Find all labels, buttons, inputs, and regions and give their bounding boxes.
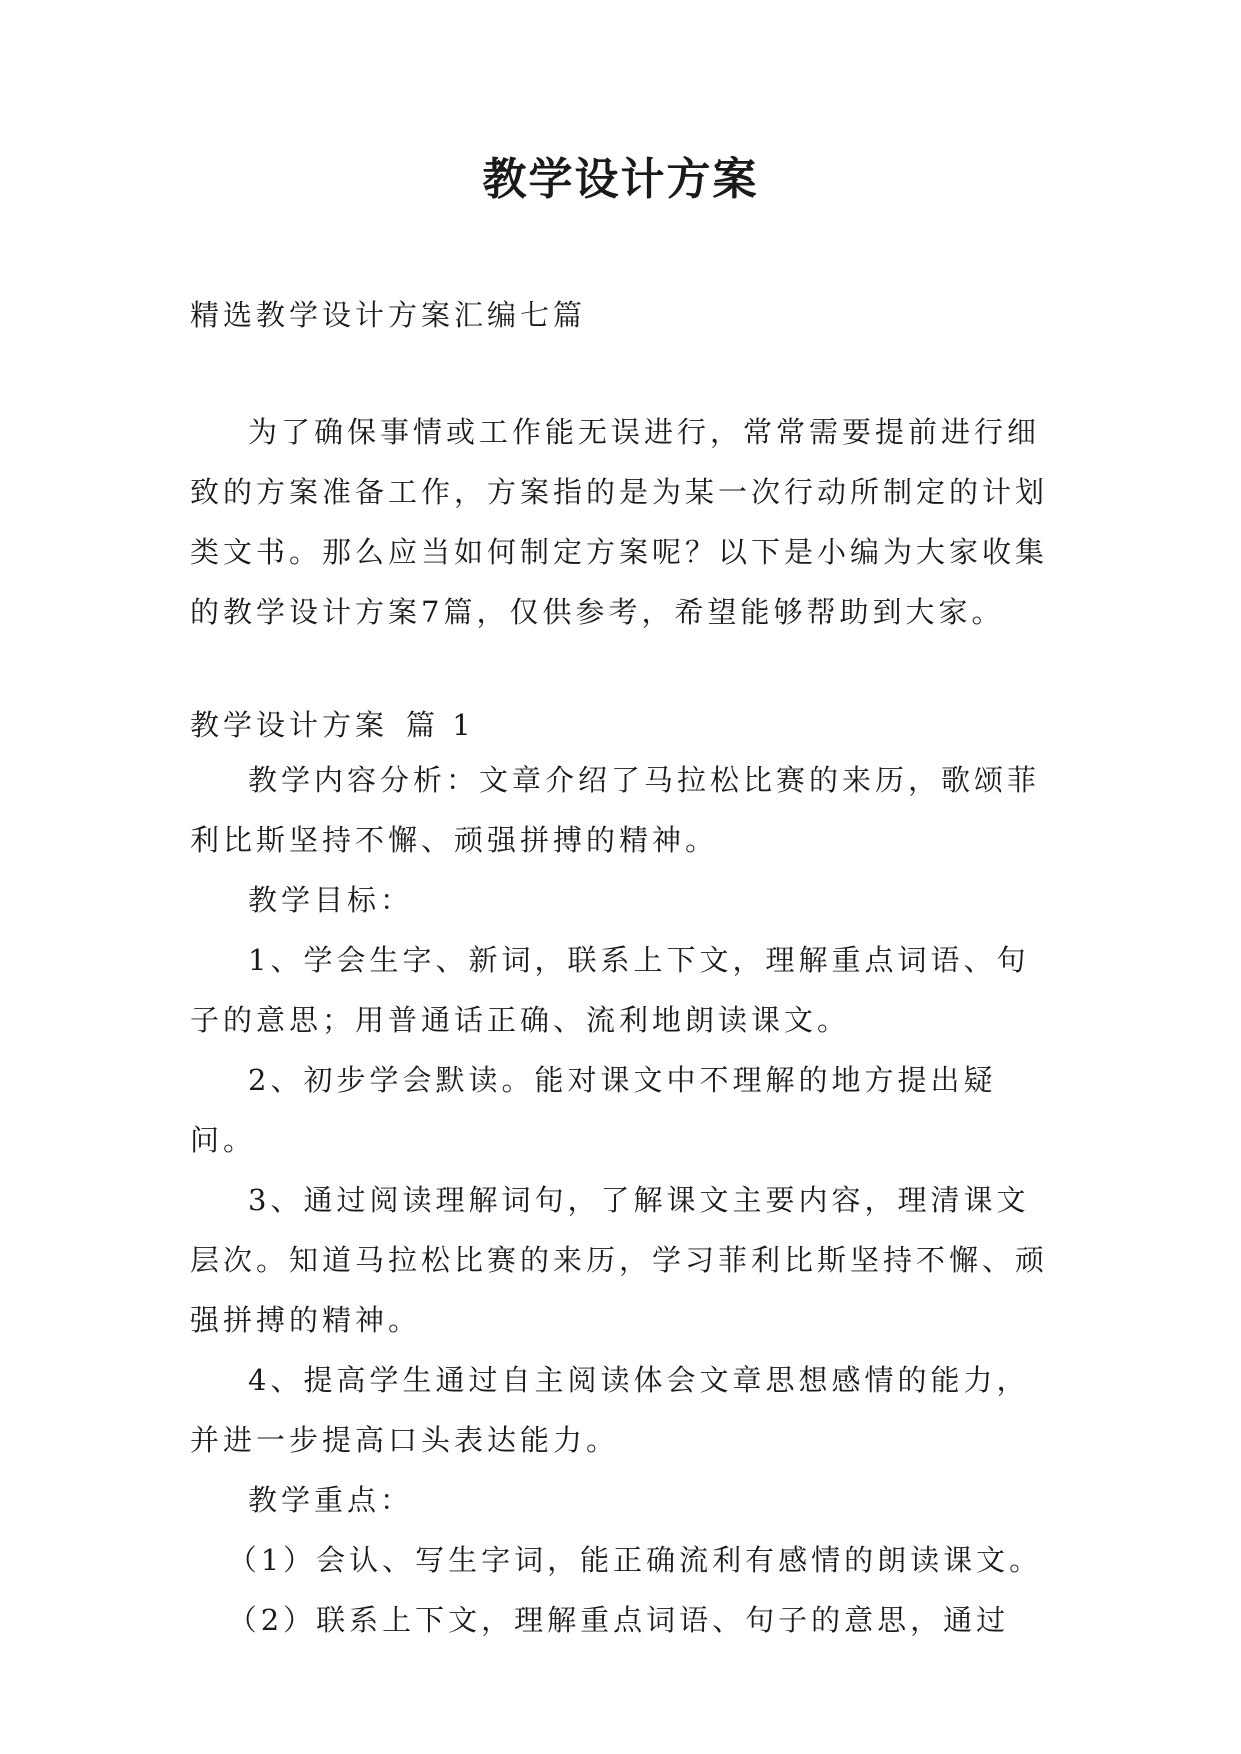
document-subtitle: 精选教学设计方案汇编七篇 — [190, 298, 587, 332]
paragraph-analysis: 教学内容分析：文章介绍了马拉松比赛的来历，歌颂菲利比斯坚持不懈、顽强拼搏的精神。 — [190, 763, 1041, 857]
paragraph-objectives-heading: 教学目标： — [248, 883, 414, 917]
paragraph-key-points-heading: 教学重点： — [248, 1483, 414, 1517]
section-title — [190, 700, 1060, 750]
paragraph-objective-3: 3、通过阅读理解词句，了解课文主要内容，理清课文层次。知道马拉松比赛的来历，学习菲利比斯坚持不懈、顽强拼搏的精神。 — [190, 1183, 1049, 1337]
section-title-prefix: 教学设计方案 — [190, 708, 389, 742]
section-title-suffix: 篇 1 — [406, 708, 475, 742]
paragraph-key-point-1: （1）会认、写生字词，能正确流利有感情的朗读课文。 — [227, 1543, 1043, 1577]
document-title: 教学设计方案 — [482, 154, 759, 205]
document-body — [190, 290, 1060, 1650]
intro-paragraph: 为了确保事情或工作能无误进行，常常需要提前进行细致的方案准备工作，方案指的是为某一次行动所制定的计划类文书。那么应当如何制定方案呢？以下是小编为大家收集的教学设计方案7篇，仅供参考，希望能够帮助到大家。 — [190, 415, 1049, 629]
paragraph-key-point-2: （2）联系上下文，理解重点词语、句子的意思，通过 — [227, 1603, 1010, 1637]
paragraph-objective-4: 4、提高学生通过自主阅读体会文章思想感情的能力，并进一步提高口头表达能力。 — [190, 1363, 1030, 1457]
paragraph-objective-1: 1、学会生字、新词，联系上下文，理解重点词语、句子的意思；用普通话正确、流利地朗读课文。 — [190, 943, 1030, 1037]
paragraph-objective-2: 2、初步学会默读。能对课文中不理解的地方提出疑问。 — [190, 1063, 997, 1157]
